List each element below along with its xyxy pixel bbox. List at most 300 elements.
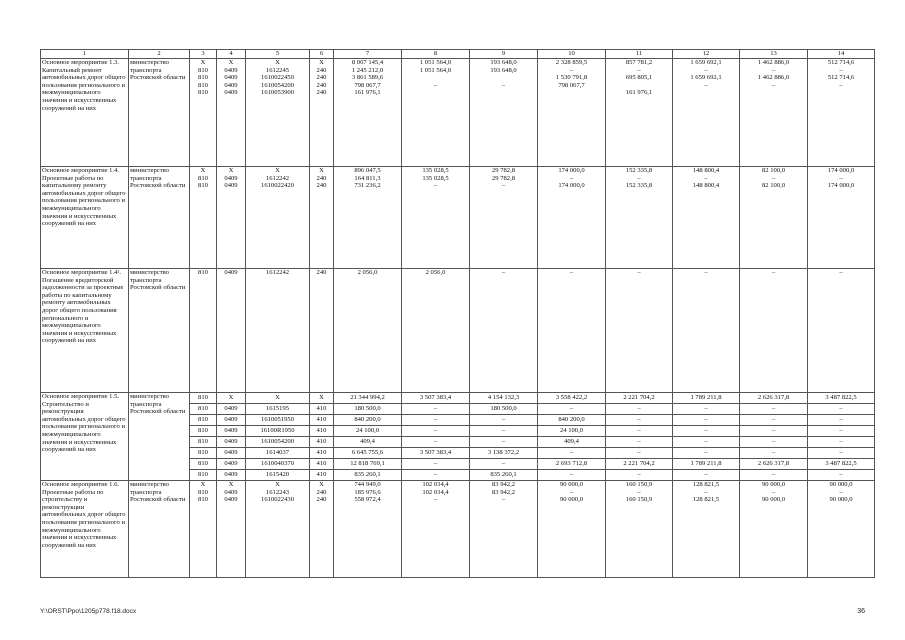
value-cell: 180 500,0 xyxy=(334,404,402,415)
value-line: Х xyxy=(200,167,206,174)
value-line: 90 000,0 xyxy=(761,496,786,504)
value-line: Х xyxy=(275,167,280,174)
value-cell xyxy=(740,481,808,578)
value-cell: 0409 xyxy=(217,470,246,481)
value-cell: 1610051950 xyxy=(246,415,310,426)
value-cell: Х xyxy=(246,393,310,404)
value-line: Х xyxy=(319,59,324,66)
file-path-footer: Y:\ORST\Ppo\1205p778.f18.docx xyxy=(40,608,137,615)
value-line: Х xyxy=(275,59,280,66)
value-cell: – xyxy=(470,437,538,448)
value-line: 152 335,8 xyxy=(625,167,653,174)
value-cell xyxy=(402,167,470,269)
value-line: 810 xyxy=(198,269,208,276)
value-line: – xyxy=(839,66,843,74)
value-cell: 409,4 xyxy=(538,437,606,448)
value-line: – xyxy=(501,182,506,190)
value-line: 90 000,0 xyxy=(559,481,584,488)
value-line: 83 942,2 xyxy=(491,488,516,496)
value-cell: 3 558 422,2 xyxy=(538,393,606,404)
value-cell: 835 260,1 xyxy=(470,470,538,481)
value-cell: – xyxy=(740,437,808,448)
value-cell: 835 260,1 xyxy=(334,470,402,481)
executor-name: министерство транспорта Ростовской области xyxy=(129,269,190,393)
value-line: – xyxy=(501,496,506,504)
value-cell xyxy=(334,481,402,578)
value-line: 798 067,7 xyxy=(354,81,381,89)
value-line: 2 056,0 xyxy=(357,269,378,276)
value-line: – xyxy=(637,174,641,182)
value-line: 810 xyxy=(198,496,208,504)
value-line: 8 067 145,4 xyxy=(351,59,384,66)
value-cell xyxy=(190,269,217,393)
value-line: 1 530 791,8 xyxy=(555,74,588,82)
value-cell: 410 xyxy=(310,415,334,426)
value-line: 90 000,0 xyxy=(559,496,584,504)
value-line: 731 236,2 xyxy=(354,182,381,190)
value-line: 1 659 692,1 xyxy=(690,59,722,66)
value-cell: 6 645 755,6 xyxy=(334,448,402,459)
value-line: – xyxy=(569,269,574,276)
value-cell: – xyxy=(402,470,470,481)
value-cell xyxy=(246,59,310,167)
value-line: – xyxy=(501,81,506,89)
value-cell xyxy=(310,481,334,578)
value-line: – xyxy=(704,269,708,276)
value-line: 240 xyxy=(316,89,327,97)
header-cell: 1 xyxy=(41,50,129,59)
value-line: 0409 xyxy=(224,174,238,182)
header-row xyxy=(41,50,875,59)
value-cell: – xyxy=(606,415,673,426)
value-cell: – xyxy=(606,437,673,448)
activity-name: Основное мероприятие 1.4. Проектные работы по капитальному ремонту автомобильных дорог общего пользования регионального и межмуниципального значения и искусственных сооружений на них xyxy=(41,167,129,269)
value-cell: – xyxy=(673,437,740,448)
value-cell: – xyxy=(740,415,808,426)
value-line: 0409 xyxy=(224,182,238,190)
value-cell: 3 487 822,5 xyxy=(808,459,875,470)
value-line: 1 051 564,0 xyxy=(419,66,452,74)
value-line xyxy=(809,89,873,97)
value-cell: 3 138 372,2 xyxy=(470,448,538,459)
value-line: – xyxy=(433,182,438,190)
value-cell xyxy=(808,167,875,269)
value-line: 193 648,0 xyxy=(490,59,517,66)
value-cell: 410 xyxy=(310,448,334,459)
value-cell: 410 xyxy=(310,459,334,470)
value-cell xyxy=(246,269,310,393)
value-cell: – xyxy=(470,459,538,470)
value-cell xyxy=(334,269,402,393)
value-line: 240 xyxy=(316,74,327,82)
value-cell: – xyxy=(402,415,470,426)
value-cell: 0409 xyxy=(217,426,246,437)
value-cell: – xyxy=(740,404,808,415)
value-line: 240 xyxy=(316,488,327,496)
value-cell xyxy=(310,167,334,269)
value-line: 1 462 886,0 xyxy=(757,59,790,66)
activity-row xyxy=(41,269,875,393)
value-cell: 12 818 769,1 xyxy=(334,459,402,470)
value-line: – xyxy=(839,174,843,182)
value-line: 29 782,8 xyxy=(491,174,516,182)
value-line: 152 335,8 xyxy=(625,182,653,190)
value-cell: 1 789 211,8 xyxy=(673,393,740,404)
value-line: – xyxy=(704,81,708,89)
value-line xyxy=(539,89,604,97)
value-cell xyxy=(217,269,246,393)
header-cell: 13 xyxy=(740,50,808,59)
value-line: – xyxy=(704,174,708,182)
activity-row xyxy=(41,59,875,167)
activity-name: Основное мероприятие 1.4¹. Погашение кредиторской задолженности за проектные работы по капитальному ремонту автомобильных дорог общего пользования регионального и межмуниципального значения и искусственных сооружений на них xyxy=(41,269,129,393)
value-cell: 4 154 132,3 xyxy=(470,393,538,404)
value-line: – xyxy=(771,488,776,496)
header-cell: 10 xyxy=(538,50,606,59)
value-line: 160 150,9 xyxy=(625,496,653,504)
value-line: – xyxy=(839,81,843,89)
value-line xyxy=(403,89,468,97)
value-line xyxy=(674,89,738,97)
value-cell xyxy=(470,481,538,578)
value-cell xyxy=(470,59,538,167)
value-cell xyxy=(673,481,740,578)
value-line: 810 xyxy=(198,74,208,82)
value-line: 90 000,0 xyxy=(829,481,853,488)
header-cell: 14 xyxy=(808,50,875,59)
value-cell: – xyxy=(808,426,875,437)
value-cell: 810 xyxy=(190,393,217,404)
value-line: 810 xyxy=(198,81,208,89)
value-cell: 410 xyxy=(310,426,334,437)
value-line: Х xyxy=(319,167,324,174)
value-cell: – xyxy=(808,404,875,415)
value-line: 695 805,1 xyxy=(625,74,653,82)
page-number: 36 xyxy=(857,608,865,615)
value-cell xyxy=(246,481,310,578)
value-cell: – xyxy=(808,448,875,459)
value-cell: 810 xyxy=(190,415,217,426)
header-cell: 2 xyxy=(129,50,190,59)
value-cell: 840 200,0 xyxy=(538,415,606,426)
document-page xyxy=(40,49,864,578)
value-cell: Х xyxy=(217,393,246,404)
value-cell: 810 xyxy=(190,459,217,470)
value-cell: – xyxy=(538,448,606,459)
value-cell: 16100R1950 xyxy=(246,426,310,437)
value-cell: 810 xyxy=(190,437,217,448)
value-cell: 810 xyxy=(190,448,217,459)
value-cell xyxy=(217,59,246,167)
value-line xyxy=(471,89,536,97)
value-line: 1610053900 xyxy=(261,89,294,97)
value-cell: 1615195 xyxy=(246,404,310,415)
activity-subrow xyxy=(41,393,875,404)
value-cell: – xyxy=(470,415,538,426)
value-line: 29 782,8 xyxy=(491,167,516,174)
value-cell: – xyxy=(606,426,673,437)
value-line: 1 659 692,1 xyxy=(690,74,722,82)
value-line: 0409 xyxy=(224,81,238,89)
value-line: – xyxy=(771,174,776,182)
value-line: 1612243 xyxy=(265,488,290,496)
value-line: – xyxy=(704,488,708,496)
value-cell: – xyxy=(673,426,740,437)
value-line xyxy=(607,82,671,90)
value-cell xyxy=(673,269,740,393)
activity-row xyxy=(41,167,875,269)
value-line: 193 648,0 xyxy=(490,66,517,74)
value-cell xyxy=(190,167,217,269)
value-cell: 0409 xyxy=(217,415,246,426)
value-cell: – xyxy=(673,415,740,426)
header-cell: 11 xyxy=(606,50,673,59)
value-line: 2 328 859,5 xyxy=(555,59,588,66)
header-cell: 3 xyxy=(190,50,217,59)
value-line: – xyxy=(637,269,641,276)
value-cell xyxy=(808,481,875,578)
value-cell: – xyxy=(740,448,808,459)
value-cell xyxy=(740,59,808,167)
value-line: Х xyxy=(228,481,234,488)
value-cell: 810 xyxy=(190,404,217,415)
value-cell: 180 500,0 xyxy=(470,404,538,415)
value-cell: Х xyxy=(310,393,334,404)
value-cell: 21 344 994,2 xyxy=(334,393,402,404)
header-cell: 6 xyxy=(310,50,334,59)
value-cell: – xyxy=(606,470,673,481)
value-line xyxy=(403,74,468,82)
value-line: – xyxy=(704,66,708,74)
value-cell xyxy=(538,269,606,393)
value-line: Х xyxy=(200,59,206,66)
value-line: 240 xyxy=(316,496,327,504)
value-line: 83 942,2 xyxy=(491,481,516,488)
header-cell: 4 xyxy=(217,50,246,59)
value-cell: 0409 xyxy=(217,448,246,459)
activity-name: Основное мероприятие 1.3. Капитальный ремонт автомобильных дорог общего пользования регионального и межмуниципального значения и искусственных сооружений на них xyxy=(41,59,129,167)
executor-name: министерство транспорта Ростовской области xyxy=(129,393,190,481)
value-cell: 1610054200 xyxy=(246,437,310,448)
value-line: 161 976,1 xyxy=(625,89,653,97)
value-cell: – xyxy=(606,404,673,415)
value-line: Х xyxy=(275,481,280,488)
value-cell xyxy=(606,269,673,393)
value-cell: – xyxy=(606,448,673,459)
value-cell xyxy=(217,481,246,578)
value-cell xyxy=(402,59,470,167)
value-cell xyxy=(190,481,217,578)
value-cell: 2 626 317,8 xyxy=(740,393,808,404)
value-line: – xyxy=(433,496,438,504)
value-line: 810 xyxy=(198,182,208,190)
value-line: 0409 xyxy=(224,89,238,97)
value-cell: – xyxy=(808,470,875,481)
value-cell: 0409 xyxy=(217,404,246,415)
value-cell xyxy=(673,59,740,167)
value-line: – xyxy=(569,488,574,496)
value-line: Х xyxy=(228,167,234,174)
value-line: 1610022450 xyxy=(261,74,294,82)
value-line: 0409 xyxy=(224,74,238,82)
budget-table xyxy=(40,49,875,578)
value-line: 0409 xyxy=(224,488,238,496)
header-cell: 12 xyxy=(673,50,740,59)
value-cell: 1615420 xyxy=(246,470,310,481)
value-line: 148 800,4 xyxy=(692,182,720,190)
value-cell: 410 xyxy=(310,404,334,415)
value-line: 1610054200 xyxy=(261,81,294,89)
value-line: 174 000,0 xyxy=(558,167,585,174)
value-line: 161 976,1 xyxy=(354,89,381,97)
value-cell: – xyxy=(402,437,470,448)
value-line: 744 949,0 xyxy=(354,481,381,488)
header-cell: 8 xyxy=(402,50,470,59)
executor-name: министерство транспорта Ростовской области xyxy=(129,59,190,167)
value-cell xyxy=(470,269,538,393)
value-line: 102 034,4 xyxy=(422,481,449,488)
value-line: 810 xyxy=(198,89,208,97)
value-cell: – xyxy=(538,404,606,415)
value-line: 240 xyxy=(316,81,327,89)
value-line: 810 xyxy=(198,174,208,182)
value-cell: – xyxy=(538,470,606,481)
value-cell xyxy=(246,167,310,269)
value-cell: 409,4 xyxy=(334,437,402,448)
value-line: 240 xyxy=(316,182,327,190)
value-line: Х xyxy=(200,481,206,488)
header-cell: 9 xyxy=(470,50,538,59)
value-line: – xyxy=(839,488,843,496)
value-cell xyxy=(334,59,402,167)
value-line: – xyxy=(771,66,776,74)
value-cell: 0409 xyxy=(217,459,246,470)
header-cell: 7 xyxy=(334,50,402,59)
value-cell: 24 100,0 xyxy=(538,426,606,437)
value-cell xyxy=(606,167,673,269)
value-cell xyxy=(808,269,875,393)
value-line: 512 714,6 xyxy=(827,74,855,82)
value-cell: 810 xyxy=(190,470,217,481)
value-cell: 1 789 211,8 xyxy=(673,459,740,470)
value-cell xyxy=(606,481,673,578)
value-cell xyxy=(334,167,402,269)
value-line: 0409 xyxy=(224,496,238,504)
value-cell: 810 xyxy=(190,426,217,437)
value-cell: 3 507 383,4 xyxy=(402,448,470,459)
value-cell: – xyxy=(402,426,470,437)
value-line: 1 051 564,0 xyxy=(419,59,452,66)
value-line: – xyxy=(637,66,641,74)
value-line: 174 000,0 xyxy=(827,167,855,174)
value-line: 240 xyxy=(316,269,327,276)
value-cell xyxy=(538,59,606,167)
value-line: 1610022430 xyxy=(261,496,294,504)
value-line: 148 800,4 xyxy=(692,167,720,174)
value-cell: – xyxy=(808,437,875,448)
value-line: 1612242 xyxy=(265,174,290,182)
value-line: 128 821,5 xyxy=(692,481,720,488)
value-cell: 0409 xyxy=(217,437,246,448)
value-cell: 3 487 822,5 xyxy=(808,393,875,404)
value-cell: 2 221 704,2 xyxy=(606,393,673,404)
value-line: 1 245 212,0 xyxy=(351,66,384,74)
value-cell: 1610040370 xyxy=(246,459,310,470)
value-cell: – xyxy=(808,415,875,426)
value-line xyxy=(471,74,536,82)
value-line: 160 150,9 xyxy=(625,481,653,488)
value-cell: 24 100,0 xyxy=(334,426,402,437)
value-cell: 2 626 317,8 xyxy=(740,459,808,470)
activity-row xyxy=(41,481,875,578)
value-line: 135 028,5 xyxy=(422,167,449,174)
value-cell xyxy=(402,481,470,578)
value-line: 1610022420 xyxy=(261,182,294,190)
value-cell xyxy=(402,269,470,393)
activity-name: Основное мероприятие 1.6. Проектные работы по строительству и реконструкции автомобильных дорог общего пользования регионального и межмуниципального значения и искусственных сооружений на них xyxy=(41,481,129,578)
value-line: – xyxy=(569,66,574,74)
value-line: – xyxy=(771,269,776,276)
value-cell xyxy=(808,59,875,167)
value-cell xyxy=(538,167,606,269)
value-line: – xyxy=(839,269,843,276)
value-line xyxy=(741,89,806,97)
value-cell: 840 200,0 xyxy=(334,415,402,426)
value-line: 2 056,0 xyxy=(425,269,446,276)
value-line: 185 976,6 xyxy=(354,488,381,496)
executor-name: министерство транспорта Ростовской области xyxy=(129,167,190,269)
value-cell: 410 xyxy=(310,470,334,481)
value-cell xyxy=(190,59,217,167)
value-line: 0409 xyxy=(224,269,238,276)
value-line: 82 100,0 xyxy=(761,182,786,190)
value-line: 0409 xyxy=(224,66,238,74)
value-line: 1612245 xyxy=(265,66,290,74)
value-cell: – xyxy=(402,459,470,470)
value-line: 1612242 xyxy=(265,269,290,276)
value-line: 90 000,0 xyxy=(829,496,853,504)
header-cell: 5 xyxy=(246,50,310,59)
value-cell: – xyxy=(740,470,808,481)
value-line: 174 000,0 xyxy=(558,182,585,190)
value-cell: – xyxy=(402,404,470,415)
value-line: 857 781,2 xyxy=(625,59,653,66)
value-line: 128 821,5 xyxy=(692,496,720,504)
value-cell: – xyxy=(673,404,740,415)
value-cell: 2 693 712,8 xyxy=(538,459,606,470)
value-cell xyxy=(740,269,808,393)
value-cell xyxy=(740,167,808,269)
value-cell: 1614037 xyxy=(246,448,310,459)
value-cell xyxy=(673,167,740,269)
value-line: 164 811,3 xyxy=(354,174,381,182)
value-line: 896 047,5 xyxy=(354,167,381,174)
value-cell xyxy=(310,59,334,167)
value-line: 240 xyxy=(316,174,327,182)
value-cell: – xyxy=(673,470,740,481)
value-cell: 3 507 383,4 xyxy=(402,393,470,404)
value-line: – xyxy=(771,81,776,89)
value-line: – xyxy=(433,81,438,89)
value-line: – xyxy=(569,174,574,182)
value-line: 810 xyxy=(198,66,208,74)
value-line: 240 xyxy=(316,66,327,74)
value-line: 90 000,0 xyxy=(761,481,786,488)
value-line: 82 100,0 xyxy=(761,167,786,174)
value-line: Х xyxy=(228,59,234,66)
value-cell xyxy=(217,167,246,269)
value-cell: – xyxy=(470,426,538,437)
